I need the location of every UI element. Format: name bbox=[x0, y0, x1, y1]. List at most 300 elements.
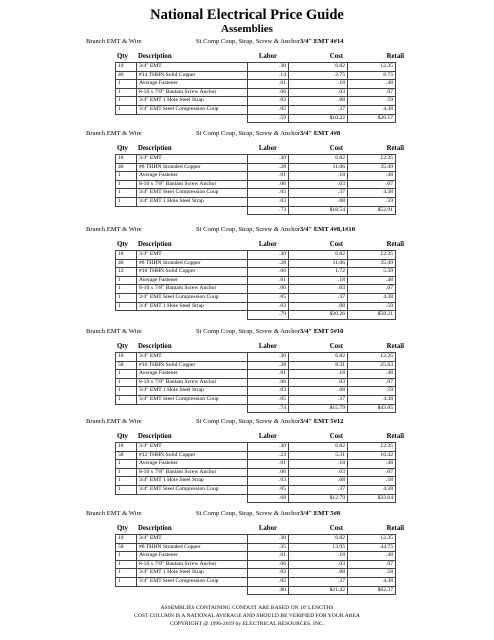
table-row bbox=[116, 468, 396, 477]
retail-cell: .07 bbox=[348, 88, 396, 97]
description-header: Description bbox=[138, 241, 172, 248]
qty-header: Qty bbox=[117, 525, 128, 532]
retail-cell: .48 bbox=[348, 80, 396, 89]
section-header bbox=[0, 326, 494, 338]
labor-cell: .03 bbox=[248, 197, 289, 206]
section-category: Branch EMT & Wire bbox=[86, 38, 142, 45]
labor-cell: .30 bbox=[248, 443, 289, 452]
qty-cell: 58 bbox=[116, 361, 137, 370]
section-header bbox=[0, 508, 494, 520]
qty-cell: 58 bbox=[116, 543, 137, 552]
qty-cell: 46 bbox=[116, 259, 137, 268]
description-cell: #8 THHN Stranded Copper bbox=[137, 259, 248, 268]
total-row bbox=[116, 494, 396, 503]
cost-header: Cost bbox=[329, 525, 343, 532]
retail-header: Retail bbox=[386, 145, 404, 152]
table-row bbox=[116, 197, 396, 206]
description-cell: 8-10 x 7/8" Bantam Screw Anchor bbox=[137, 285, 248, 294]
labor-cell: .03 bbox=[248, 302, 289, 311]
assembly-section bbox=[0, 326, 494, 413]
items-table bbox=[115, 250, 396, 320]
cost-cell: .18 bbox=[289, 552, 348, 561]
description-cell: 3/4" EMT Steel Compression Coup bbox=[137, 189, 248, 198]
retail-cell: 4.38 bbox=[348, 293, 396, 302]
qty-cell: 46 bbox=[116, 163, 137, 172]
qty-cell: 1 bbox=[116, 460, 137, 469]
qty-cell: 1 bbox=[116, 560, 137, 569]
retail-cell: 12.35 bbox=[348, 443, 396, 452]
description-cell: 8-10 x 7/8" Bantam Screw Anchor bbox=[137, 88, 248, 97]
total-cost: $15.79 bbox=[289, 404, 348, 413]
section-code: 3/4" EMT 4#14 bbox=[300, 38, 344, 45]
retail-cell: 5.39 bbox=[348, 268, 396, 277]
page-title: National Electrical Price Guide bbox=[150, 7, 344, 23]
table-row bbox=[116, 63, 396, 72]
table-row bbox=[116, 378, 396, 387]
description-cell: 3/4" EMT Steel Compression Coup bbox=[137, 105, 248, 114]
total-cost: $18.54 bbox=[289, 206, 348, 215]
description-cell: 3/4" EMT Steel Compression Coup bbox=[137, 485, 248, 494]
retail-cell: .07 bbox=[348, 285, 396, 294]
total-spacer bbox=[116, 404, 137, 413]
retail-cell: 44.75 bbox=[348, 543, 396, 552]
labor-header: Labor bbox=[258, 433, 277, 440]
qty-cell: 1 bbox=[116, 577, 137, 586]
total-labor: .74 bbox=[248, 404, 289, 413]
total-cost: $20.26 bbox=[289, 311, 348, 320]
total-cost: $21.42 bbox=[289, 586, 348, 595]
table-row bbox=[116, 485, 396, 494]
table-row bbox=[116, 387, 396, 396]
total-row bbox=[116, 206, 396, 215]
cost-cell: .08 bbox=[289, 569, 348, 578]
labor-cell: .05 bbox=[248, 293, 289, 302]
qty-cell: 12 bbox=[116, 268, 137, 277]
column-headers bbox=[0, 239, 494, 250]
cost-cell: .37 bbox=[289, 105, 348, 114]
total-row bbox=[116, 404, 396, 413]
section-category: Branch EMT & Wire bbox=[86, 328, 142, 335]
cost-cell: .03 bbox=[289, 285, 348, 294]
qty-cell: 1 bbox=[116, 189, 137, 198]
cost-cell: 11.06 bbox=[289, 163, 348, 172]
labor-cell: .28 bbox=[248, 361, 289, 370]
cost-cell: 5.31 bbox=[289, 451, 348, 460]
table-row bbox=[116, 451, 396, 460]
cost-cell: .18 bbox=[289, 276, 348, 285]
labor-header: Labor bbox=[258, 525, 277, 532]
labor-cell: .23 bbox=[248, 451, 289, 460]
description-cell: 3/4" EMT bbox=[137, 155, 248, 164]
retail-header: Retail bbox=[386, 433, 404, 440]
cost-cell: .08 bbox=[289, 97, 348, 106]
table-row bbox=[116, 293, 396, 302]
column-headers bbox=[0, 431, 494, 442]
cost-cell: 1.72 bbox=[289, 268, 348, 277]
labor-header: Labor bbox=[258, 145, 277, 152]
table-row bbox=[116, 577, 396, 586]
assembly-section bbox=[0, 128, 494, 215]
retail-cell: .58 bbox=[348, 569, 396, 578]
labor-cell: .01 bbox=[248, 552, 289, 561]
qty-cell: 10 bbox=[116, 251, 137, 260]
cost-cell: .37 bbox=[289, 189, 348, 198]
total-row bbox=[116, 311, 396, 320]
description-cell: 3/4" EMT Steel Compression Coup bbox=[137, 395, 248, 404]
cost-cell: .03 bbox=[289, 88, 348, 97]
section-code: 3/4" EMT 4#8,1#10 bbox=[300, 226, 356, 233]
labor-cell: .05 bbox=[248, 105, 289, 114]
retail-cell: 4.38 bbox=[348, 105, 396, 114]
labor-cell: .03 bbox=[248, 97, 289, 106]
cost-cell: 13.95 bbox=[289, 543, 348, 552]
qty-cell: 1 bbox=[116, 387, 137, 396]
qty-cell: 1 bbox=[116, 80, 137, 89]
total-spacer bbox=[116, 114, 137, 123]
qty-header: Qty bbox=[117, 241, 128, 248]
qty-cell: 1 bbox=[116, 293, 137, 302]
total-retail: $43.05 bbox=[348, 404, 396, 413]
description-cell: 3/4" EMT bbox=[137, 353, 248, 362]
table-row bbox=[116, 443, 396, 452]
description-cell: Average Fastener bbox=[137, 370, 248, 379]
cost-cell: .18 bbox=[289, 370, 348, 379]
cost-cell: .08 bbox=[289, 302, 348, 311]
retail-cell: .48 bbox=[348, 370, 396, 379]
labor-cell: .28 bbox=[248, 259, 289, 268]
cost-cell: .08 bbox=[289, 477, 348, 486]
description-header: Description bbox=[138, 525, 172, 532]
description-cell: Average Fastener bbox=[137, 276, 248, 285]
table-row bbox=[116, 395, 396, 404]
description-cell: 3/4" EMT 1 Hole Steel Strap bbox=[137, 387, 248, 396]
description-cell: 8-10 x 7/8" Bantam Screw Anchor bbox=[137, 560, 248, 569]
labor-cell: .28 bbox=[248, 163, 289, 172]
retail-header: Retail bbox=[386, 343, 404, 350]
table-row bbox=[116, 477, 396, 486]
retail-cell: .58 bbox=[348, 477, 396, 486]
total-labor: .73 bbox=[248, 206, 289, 215]
items-table bbox=[115, 442, 396, 503]
retail-cell: .07 bbox=[348, 560, 396, 569]
labor-cell: .06 bbox=[248, 268, 289, 277]
description-cell: 3/4" EMT bbox=[137, 443, 248, 452]
table-row bbox=[116, 460, 396, 469]
labor-cell: .01 bbox=[248, 370, 289, 379]
cost-cell: 6.82 bbox=[289, 63, 348, 72]
total-labor: .68 bbox=[248, 494, 289, 503]
total-cost: $12.79 bbox=[289, 494, 348, 503]
description-cell: 3/4" EMT 1 Hole Steel Strap bbox=[137, 569, 248, 578]
retail-header: Retail bbox=[386, 53, 404, 60]
labor-cell: .01 bbox=[248, 172, 289, 181]
cost-cell: 8.31 bbox=[289, 361, 348, 370]
section-header bbox=[0, 416, 494, 428]
table-row bbox=[116, 172, 396, 181]
total-retail: $33.64 bbox=[348, 494, 396, 503]
retail-cell: 16.42 bbox=[348, 451, 396, 460]
section-category: Branch EMT & Wire bbox=[86, 510, 142, 517]
qty-cell: 1 bbox=[116, 485, 137, 494]
items-table bbox=[115, 62, 396, 123]
qty-cell: 1 bbox=[116, 370, 137, 379]
total-spacer bbox=[137, 311, 248, 320]
labor-header: Labor bbox=[258, 53, 277, 60]
qty-cell: 1 bbox=[116, 197, 137, 206]
assembly-section bbox=[0, 416, 494, 503]
section-code: 3/4" EMT 5#10 bbox=[300, 328, 344, 335]
items-table bbox=[115, 154, 396, 215]
description-cell: #12 THHN Solid Copper bbox=[137, 451, 248, 460]
cost-cell: 2.75 bbox=[289, 71, 348, 80]
retail-cell: .59 bbox=[348, 197, 396, 206]
page-subtitle: Assemblies bbox=[221, 23, 273, 35]
labor-cell: .06 bbox=[248, 560, 289, 569]
retail-cell: .59 bbox=[348, 97, 396, 106]
total-spacer bbox=[116, 494, 137, 503]
labor-cell: .06 bbox=[248, 285, 289, 294]
qty-cell: 1 bbox=[116, 302, 137, 311]
qty-cell: 10 bbox=[116, 155, 137, 164]
table-row bbox=[116, 180, 396, 189]
table-row bbox=[116, 105, 396, 114]
table-row bbox=[116, 189, 396, 198]
footer bbox=[0, 604, 494, 628]
cost-cell: .18 bbox=[289, 80, 348, 89]
description-cell: 3/4" EMT Steel Compression Coup bbox=[137, 293, 248, 302]
table-row bbox=[116, 268, 396, 277]
retail-cell: 4.38 bbox=[348, 395, 396, 404]
description-cell: 8-10 x 7/8" Bantam Screw Anchor bbox=[137, 180, 248, 189]
qty-cell: 1 bbox=[116, 105, 137, 114]
total-spacer bbox=[137, 114, 248, 123]
total-row bbox=[116, 586, 396, 595]
qty-cell: 1 bbox=[116, 285, 137, 294]
table-row bbox=[116, 569, 396, 578]
labor-cell: .30 bbox=[248, 535, 289, 544]
total-spacer bbox=[116, 586, 137, 595]
description-cell: 3/4" EMT 1 Hole Steel Strap bbox=[137, 477, 248, 486]
table-row bbox=[116, 370, 396, 379]
cost-cell: .37 bbox=[289, 293, 348, 302]
description-cell: #10 THHN Solid Copper bbox=[137, 361, 248, 370]
section-header bbox=[0, 36, 494, 48]
cost-cell: .03 bbox=[289, 468, 348, 477]
retail-cell: 35.49 bbox=[348, 259, 396, 268]
labor-cell: .30 bbox=[248, 353, 289, 362]
qty-cell: 1 bbox=[116, 378, 137, 387]
labor-cell: .01 bbox=[248, 80, 289, 89]
cost-cell: 6.82 bbox=[289, 353, 348, 362]
total-spacer bbox=[116, 311, 137, 320]
retail-cell: 35.49 bbox=[348, 163, 396, 172]
total-cost: $10.22 bbox=[289, 114, 348, 123]
labor-cell: .14 bbox=[248, 71, 289, 80]
footer-line-3: COPYRIGHT @ 1996-2019 by ELECTRICAL RESOURCES, INC. bbox=[169, 621, 324, 627]
description-cell: 3/4" EMT 1 Hole Steel Strap bbox=[137, 197, 248, 206]
table-row bbox=[116, 155, 396, 164]
cost-cell: 6.82 bbox=[289, 251, 348, 260]
total-row bbox=[116, 114, 396, 123]
cost-cell: 11.06 bbox=[289, 259, 348, 268]
table-row bbox=[116, 302, 396, 311]
cost-cell: 6.82 bbox=[289, 535, 348, 544]
table-row bbox=[116, 560, 396, 569]
description-cell: 8-10 x 7/8" Bantam Screw Anchor bbox=[137, 378, 248, 387]
labor-header: Labor bbox=[258, 241, 277, 248]
labor-cell: .30 bbox=[248, 63, 289, 72]
description-cell: Average Fastener bbox=[137, 172, 248, 181]
retail-cell: 8.75 bbox=[348, 71, 396, 80]
cost-header: Cost bbox=[329, 433, 343, 440]
table-row bbox=[116, 552, 396, 561]
total-spacer bbox=[137, 586, 248, 595]
retail-cell: .48 bbox=[348, 552, 396, 561]
total-spacer bbox=[137, 404, 248, 413]
retail-cell: 12.35 bbox=[348, 251, 396, 260]
labor-cell: .05 bbox=[248, 577, 289, 586]
assembly-section bbox=[0, 508, 494, 595]
qty-cell: 10 bbox=[116, 63, 137, 72]
cost-cell: .37 bbox=[289, 485, 348, 494]
retail-cell: .48 bbox=[348, 172, 396, 181]
table-row bbox=[116, 71, 396, 80]
qty-cell: 1 bbox=[116, 477, 137, 486]
labor-cell: .03 bbox=[248, 387, 289, 396]
cost-cell: .37 bbox=[289, 395, 348, 404]
description-cell: 3/4" EMT Steel Compression Coup bbox=[137, 577, 248, 586]
footer-line-1: ASSEMBLIES CONTAINING CONDUIT ARE BASED ON 10' LENGTHS bbox=[160, 605, 334, 611]
labor-cell: .01 bbox=[248, 276, 289, 285]
table-row bbox=[116, 80, 396, 89]
section-header bbox=[0, 224, 494, 236]
cost-cell: .03 bbox=[289, 378, 348, 387]
section-code: 3/4" EMT 5#12 bbox=[300, 418, 344, 425]
total-retail: $52.91 bbox=[348, 206, 396, 215]
qty-cell: 1 bbox=[116, 88, 137, 97]
table-row bbox=[116, 97, 396, 106]
retail-cell: 25.63 bbox=[348, 361, 396, 370]
cost-header: Cost bbox=[329, 343, 343, 350]
retail-cell: .07 bbox=[348, 378, 396, 387]
total-labor: .79 bbox=[248, 311, 289, 320]
items-table bbox=[115, 352, 396, 413]
footer-line-2: COST COLUMN IS A NATIONAL AVERAGE AND SHOULD BE VERIFIED FOR YOUR AREA bbox=[134, 613, 360, 619]
description-header: Description bbox=[138, 53, 172, 60]
retail-cell: .07 bbox=[348, 180, 396, 189]
description-header: Description bbox=[138, 145, 172, 152]
qty-header: Qty bbox=[117, 145, 128, 152]
retail-header: Retail bbox=[386, 525, 404, 532]
table-row bbox=[116, 163, 396, 172]
qty-cell: 1 bbox=[116, 172, 137, 181]
description-header: Description bbox=[138, 343, 172, 350]
section-description: St Comp Coup, Strap, Screw & Anchor bbox=[196, 130, 301, 137]
description-cell: Average Fastener bbox=[137, 80, 248, 89]
section-description: St Comp Coup, Strap, Screw & Anchor bbox=[196, 38, 301, 45]
qty-cell: 10 bbox=[116, 353, 137, 362]
retail-cell: 4.38 bbox=[348, 577, 396, 586]
description-cell: 3/4" EMT bbox=[137, 63, 248, 72]
total-labor: .80 bbox=[248, 586, 289, 595]
section-category: Branch EMT & Wire bbox=[86, 226, 142, 233]
description-cell: 3/4" EMT bbox=[137, 251, 248, 260]
total-spacer bbox=[137, 494, 248, 503]
labor-cell: .03 bbox=[248, 569, 289, 578]
cost-cell: .37 bbox=[289, 577, 348, 586]
table-row bbox=[116, 88, 396, 97]
cost-cell: .03 bbox=[289, 180, 348, 189]
column-headers bbox=[0, 523, 494, 534]
qty-cell: 46 bbox=[116, 71, 137, 80]
description-cell: #14 THHN Solid Copper bbox=[137, 71, 248, 80]
table-row bbox=[116, 251, 396, 260]
qty-header: Qty bbox=[117, 53, 128, 60]
retail-cell: .59 bbox=[348, 387, 396, 396]
section-category: Branch EMT & Wire bbox=[86, 130, 142, 137]
retail-cell: 12.35 bbox=[348, 353, 396, 362]
cost-cell: .18 bbox=[289, 172, 348, 181]
items-table bbox=[115, 534, 396, 595]
qty-cell: 1 bbox=[116, 276, 137, 285]
total-spacer bbox=[137, 206, 248, 215]
description-cell: 3/4" EMT bbox=[137, 535, 248, 544]
total-spacer bbox=[116, 206, 137, 215]
retail-cell: 12.35 bbox=[348, 155, 396, 164]
total-retail: $58.21 bbox=[348, 311, 396, 320]
cost-cell: .18 bbox=[289, 460, 348, 469]
qty-header: Qty bbox=[117, 433, 128, 440]
column-headers bbox=[0, 341, 494, 352]
cost-header: Cost bbox=[329, 241, 343, 248]
section-description: St Comp Coup, Strap, Screw & Anchor bbox=[196, 328, 301, 335]
total-retail: $62.37 bbox=[348, 586, 396, 595]
table-row bbox=[116, 276, 396, 285]
assembly-section bbox=[0, 36, 494, 123]
qty-cell: 10 bbox=[116, 443, 137, 452]
total-labor: .59 bbox=[248, 114, 289, 123]
labor-cell: .30 bbox=[248, 251, 289, 260]
retail-cell: 4.38 bbox=[348, 189, 396, 198]
total-retail: $26.17 bbox=[348, 114, 396, 123]
cost-cell: 6.82 bbox=[289, 155, 348, 164]
labor-cell: .06 bbox=[248, 468, 289, 477]
description-cell: 3/4" EMT 1 Hole Steel Strap bbox=[137, 97, 248, 106]
section-category: Branch EMT & Wire bbox=[86, 418, 142, 425]
labor-cell: .01 bbox=[248, 460, 289, 469]
section-description: St Comp Coup, Strap, Screw & Anchor bbox=[196, 418, 301, 425]
cost-header: Cost bbox=[329, 145, 343, 152]
labor-cell: .06 bbox=[248, 378, 289, 387]
qty-cell: 1 bbox=[116, 395, 137, 404]
labor-cell: .06 bbox=[248, 88, 289, 97]
labor-cell: .05 bbox=[248, 189, 289, 198]
qty-cell: 58 bbox=[116, 451, 137, 460]
retail-cell: 4.38 bbox=[348, 485, 396, 494]
labor-cell: .05 bbox=[248, 395, 289, 404]
qty-cell: 1 bbox=[116, 180, 137, 189]
labor-cell: .06 bbox=[248, 180, 289, 189]
labor-cell: .35 bbox=[248, 543, 289, 552]
labor-cell: .03 bbox=[248, 477, 289, 486]
column-headers bbox=[0, 51, 494, 62]
qty-cell: 1 bbox=[116, 552, 137, 561]
section-description: St Comp Coup, Strap, Screw & Anchor bbox=[196, 226, 301, 233]
retail-cell: .48 bbox=[348, 460, 396, 469]
retail-cell: 12.35 bbox=[348, 535, 396, 544]
qty-cell: 10 bbox=[116, 535, 137, 544]
description-header: Description bbox=[138, 433, 172, 440]
